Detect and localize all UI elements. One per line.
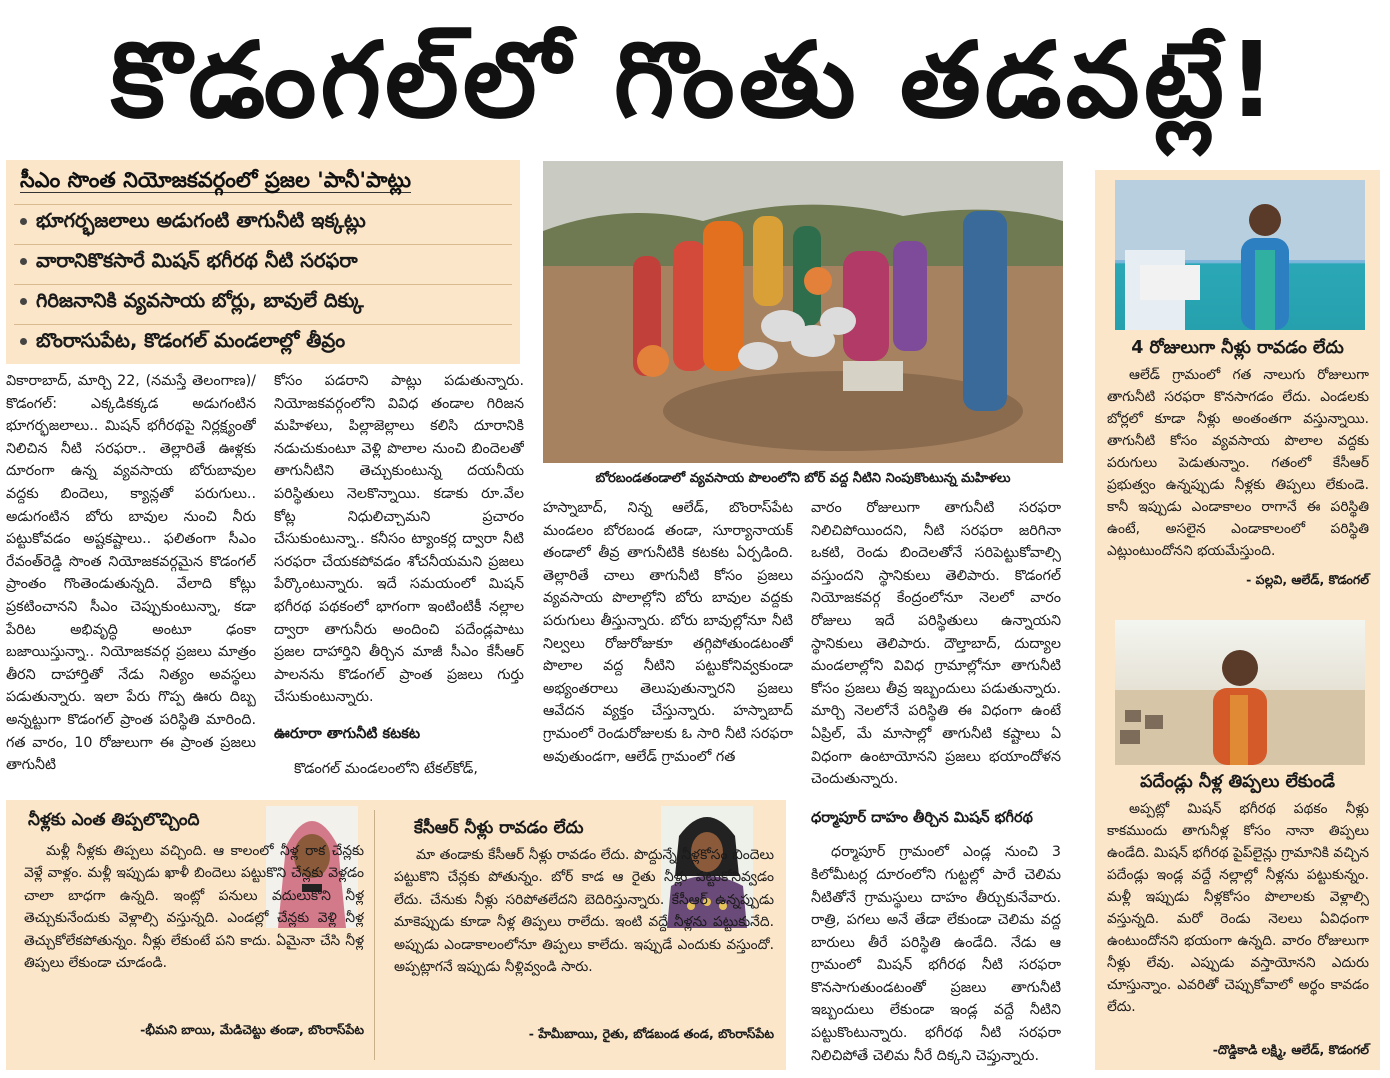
- sidebar-quote-2-heading: పదేండ్లు నీళ్ల తిప్పలు లేకుండే: [1140, 772, 1335, 792]
- lead-title: సీఎం సొంత నియోజకవర్గంలో ప్రజల 'పానీ'పాట్లు: [20, 168, 412, 192]
- bullet-icon: [20, 298, 27, 305]
- woman-portrait-image: [1115, 180, 1365, 330]
- article-column-4: వారం రోజులుగా తాగునీటి సరఫరా నిలిచిపోయిందని, నీటి సరఫరా జరిగినా ఒకటి, రెండు బిందెలతోనే సరిపెట్టుకోవాల్సి వస్తుందని స్థానికులు తెలిపారు. కొడంగల్ నియోజకవర్గ కేంద్రంలోనూ నెలలో వారం రోజులు ఇదే పరిస్థితులు ఉన్నాయని స్థానికులు తెలిపారు. దౌల్తాబాద్, దుద్యాల మండలాల్లోని వివిధ గ్రామాల్లోనూ తాగునీటి కోసం ప్రజలు తీవ్ర ఇబ్బందులు పడుతున్నారు. మార్చి నెలలోనే పరిస్థితి ఈ విధంగా ఉంటే ఏప్రిల్, మే మాసాల్లో తాగునీటి కష్టాలు ఏ విధంగా ఉంటాయోనని ప్రజలు భయాందోళన చెందుతున్నారు. ధర్మాపూర్ దాహం తీర్చిన మిషన్ భగీరథ ధర్మాపూర్ గ్రామంలో ఎండ్ల నుంచి 3 కిలోమీటర్ల దూరంలోని గుట్టల్లో పారే చెలిమ నీటితోనే గ్రామస్థులు దాహం తీర్చుకునేవారు. రాత్రి, పగలు అనే తేడా లేకుండా చెలిమ వద్ద బారులు తీరే పరిస్థితి ఉండేది. నేడు ఆ గ్రామంలో మిషన్ భగీరథ నీటి సరఫరా కొనసాగుతుండటంతో ప్రజలు తాగునీటి ఇబ్బందులు లేకుండా ఇండ్ల వద్దే నీటిని పట్టుకొంటున్నారు. భగీరథ నీటి సరఫరా నిలిచిపోతే చెలిమ నీరే దిక్కని చెప్తున్నారు.: [811, 500, 1061, 1064]
- sidebar-quotes: [1095, 170, 1380, 1070]
- sidebar-quote-2-credit: -దొడ్డికాడి లక్ష్మి, ఆలేడ్, కొడంగల్: [1212, 1042, 1369, 1057]
- bullet-item: వారానికొకసారే మిషన్ భగీరథ నీటి సరఫరా: [14, 244, 512, 281]
- bullet-icon: [20, 218, 27, 225]
- section-subhead: ధర్మాపూర్ దాహం తీర్చిన మిషన్ భగీరథ: [811, 809, 1033, 826]
- lead-box: [6, 160, 520, 364]
- sidebar-photo-2: [1115, 620, 1365, 765]
- sidebar-photo-1: [1115, 180, 1365, 330]
- photo-caption: బోరబండతండాలో వ్యవసాయ పొలంలోని బోర్ వద్ద నీటిని నింపుకొంటున్న మహిళలు: [595, 471, 1011, 486]
- bullet-icon: [20, 258, 27, 265]
- article-column-1: వికారాబాద్, మార్చి 22, (నమస్తే తెలంగాణ)/కొడంగల్: ఎక్కడికక్కడ అడుగంటిన భూగర్భజలాలు.. మిషన్ భగీరథపై నిర్లక్ష్యంతో నిలిచిన నీటి సరఫరా.. తెల్లారితే ఊళ్లకు దూరంగా ఉన్న వ్యవసాయ బోరుబావుల వద్దకు బిందెలు, క్యాన్లతో పరుగులు.. అడుగంటిన బోరు బావుల నుంచి నీరు పట్టుకోవడం అష్టకష్టాలు.. ఫలితంగా సీఎం రేవంత్‌రెడ్డి సొంత నియోజకవర్గమైన కొడంగల్ ప్రాంతం గొంతెండుతున్నది. వేలాది కోట్లు ప్రకటించానని సీఎం చెప్పుకుంటున్నా, కడా పేరిట అభివృద్ధి అంటూ ఢంకా బజాయిస్తున్నా.. నియోజకవర్గ ప్రజలు మాత్రం తీరని దాహార్తితో నేడు నిత్యం అవస్థలు పడుతున్నారు. ఇలా పేరు గొప్ప ఊరు దిబ్బ అన్నట్టుగా కొడంగల్ ప్రాంత పరిస్థితి మారింది. గత వారం, 10 రోజులుగా ఈ ప్రాంత ప్రజలు తాగునీటి: [6, 373, 256, 774]
- bottom-quote-1-credit: -భీమని బాయి, మేడిచెట్టు తండా, బొంరాస్‌పేట: [140, 1022, 364, 1037]
- main-photo: [543, 161, 1063, 463]
- sidebar-quote-1-heading: 4 రోజులుగా నీళ్లు రావడం లేదు: [1131, 338, 1344, 358]
- bullet-list: [6, 204, 520, 361]
- column-divider: [374, 810, 375, 1060]
- article-column-3: హస్నాబాద్, నిన్న ఆలేడ్, బొంరాస్‌పేట మండలం బోరబండ తండా, సూర్యానాయక్ తండాలో తీవ్ర తాగునీటికి కటకట ఏర్పడింది. తెల్లారితే చాలు తాగునీటి కోసం ప్రజలు వ్యవసాయ పొలాల్లోని బోరు బావుల వద్దకు పరుగులు తీస్తున్నారు. బోరు బావుల్లోనూ నీటి నిల్వలు రోజురోజుకూ తగ్గిపోతుండటంతో పొలాల వద్ద నీటిని పట్టుకోనివ్వకుండా అభ్యంతరాలు తెలుపుతున్నారని ప్రజలు ఆవేదన వ్యక్తం చేస్తున్నారు. హస్నాబాద్ గ్రామంలో రెండురోజులకు ఓ సారి నీటి సరఫరా అవుతుండగా, ఆలేడ్ గ్రామంలో గత: [543, 500, 793, 765]
- bullet-item: గిరిజనానికి వ్యవసాయ బోర్లు, బావులే దిక్కు: [14, 284, 512, 321]
- headline: కొడంగల్‌లో గొంతు తడవట్లే!: [110, 19, 1280, 141]
- bullet-item: బొంరాసుపేట, కొడంగల్ మండలాల్లో తీవ్రం: [14, 324, 512, 361]
- bottom-quote-1-text: మళ్లీ నీళ్లకు తిప్పలు వచ్చింది. ఆ కాలంలో నీళ్ల రాక చేన్లకు వెళ్లే వాళ్లం. మళ్లీ ఇప్పుడు ఖాళీ బిందెలు పట్టుకొని చేన్లకు వెళ్లడం చాలా బాధగా ఉన్నది. ఇంట్లో పనులు వదులుకొని నీళ్ల తెచ్చుకునేందుకు వెళ్లాల్సి వస్తున్నది. ఎండల్లో చేన్లకు వెళ్లి నీళ్ల తెచ్చుకోలేకపోతున్నం. నీళ్లు లేకుంటే పని కాదు. ఏమైనా చేసి నీళ్ల తిప్పలు లేకుండా చూడండి.: [24, 843, 364, 972]
- woman-portrait-image: [1115, 620, 1365, 765]
- sidebar-quote-1-credit: - పల్లవి, ఆలేడ్, కొడంగల్: [1246, 572, 1369, 587]
- bullet-item: భూగర్భజలాలు అడుగంటి తాగునీటి ఇక్కట్లు: [14, 204, 512, 241]
- bottom-quote-2-credit: - హేమీబాయి, రైతు, బోడబండ తండ, బొంరాస్‌పేట: [528, 1026, 774, 1041]
- bottom-quote-2-heading: కేసీఆర్ నీళ్లు రావడం లేదు: [414, 818, 584, 838]
- section-subhead: ఊరూరా తాగునీటి కటకట: [274, 725, 421, 742]
- bullet-icon: [20, 338, 27, 345]
- bottom-quote-1-heading: నీళ్లకు ఎంత తిప్పలొచ్చింది: [28, 810, 200, 830]
- bottom-quotes: [6, 800, 786, 1070]
- article-column-2: కోసం పడరాని పాట్లు పడుతున్నారు. నియోజకవర్గంలోని వివిధ తండాల గిరిజన మహిళలు, పిల్లాజెల్లాలు కలిసి దూరానికి నడుచుకుంటూ వెళ్లి పొలాల నుంచి బిందెలతో తాగునీటిని తెచ్చుకుంటున్న దయనీయ పరిస్థితులు నెలకొన్నాయి. కడాకు రూ.వేల కోట్ల నిధులిచ్చామని ప్రచారం చేసుకుంటున్నా.. కనీసం ట్యాంకర్ల ద్వారా నీటి సరఫరా చేయకపోవడం శోచనీయమని ప్రజలు పేర్కొంటున్నారు. ఇదే సమయంలో మిషన్ భగీరథ పథకంలో భాగంగా ఇంటింటికీ నల్లాల ద్వారా తాగునీరు అందించి పదేండ్లపాటు ప్రజల దాహార్తిని తీర్చిన మాజీ సీఎం కేసీఆర్ పాలనను కొడంగల్ ప్రాంత ప్రజలు గుర్తు చేసుకుంటున్నారు. ఊరూరా తాగునీటి కటకట కొడంగల్ మండలంలోని టేకల్‌కోడ్,: [274, 373, 524, 777]
- sidebar-quote-2-text: అప్పట్లో మిషన్ భగీరథ పథకం నీళ్లు కాకముందు తాగునీళ్ల కోసం నానా తిప్పలు ఉండేది. మిషన్ భగీరథ పైప్‌లైన్లు గ్రామానికి వచ్చిన పదేండ్లు ఇండ్ల వద్దే నల్లాల్లో నీళ్లను పట్టుకున్నం. మళ్లీ ఇప్పుడు నీళ్లకోసం పొలాలకు వెళ్లాల్సి వస్తున్నది. మరో రెండు నెలలు ఏవిధంగా ఉంటుందోనని భయంగా ఉన్నది. వారం రోజులుగా నీళ్లు లేవు. ఎప్పుడు వస్తాయోనని ఎదురు చూస్తున్నాం. ఎవరితో చెప్పుకోవాలో అర్థం కావడం లేదు.: [1107, 801, 1369, 1015]
- bottom-quote-2-text: మా తండాకు కేసీఆర్ నీళ్లు రావడం లేదు. పొద్దున్నే నీళ్లకోసం బిందెలు పట్టుకొని చేన్లకు పోతున్నం. బోర్ కాడ ఆ రైతు నీళ్లు పట్టుకోనివ్వడం లేదు. చేనుకు నీళ్లు సరిపోతలేదని బెదిరిస్తున్నారు. కేసీఆర్ ఉన్నప్పుడు మాకెప్పుడు కూడా నీళ్ల తిప్పలు రాలేదు. ఇంటి వద్దే నీళ్లను పట్టుకునేది. అప్పుడు ఎండాకాలంలోనూ తిప్పలు కాలేదు. ఇప్పుడే ఎందుకు వస్తుందో. అప్పట్లాగనే ఇప్పుడు నీళ్లివ్వండి సారు.: [394, 847, 774, 976]
- main-photo-illustration: [543, 161, 1063, 463]
- sidebar-quote-1-text: ఆలేడ్ గ్రామంలో గత నాలుగు రోజులుగా తాగునీటి సరఫరా కొనసాగడం లేదు. ఎండలకు బోర్లలో కూడా నీళ్లు అంతంతగా వస్తున్నాయి. తాగునీటి కోసం వ్యవసాయ పొలాల వద్దకు పరుగులు పెడుతున్నాం. గతంలో కేసీఆర్ ప్రభుత్వం ఉన్నప్పుడు నీళ్లకు తిప్పలు లేకుండె. కానీ ఇప్పుడు ఎండాకాలం రాగానే ఈ పరిస్థితి ఉంటే, అసలైన ఎండాకాలంలో పరిస్థితి ఎట్లుంటుందోనని భయమేస్తుంది.: [1107, 367, 1369, 559]
